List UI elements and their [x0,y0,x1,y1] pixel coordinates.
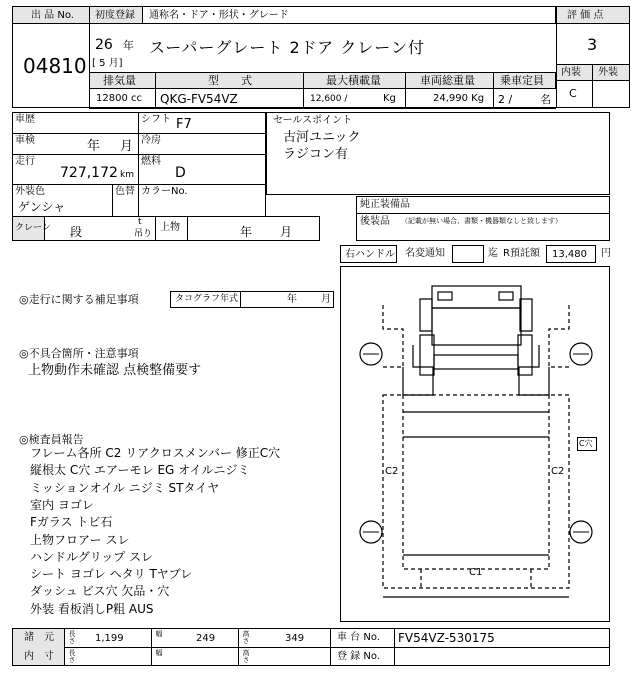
gross-value: 24,990 Kg [433,93,485,104]
exterior-grade-box [592,80,630,108]
name-change-label: 名変通知 [405,248,445,259]
inspection-month: 月 [120,139,134,154]
report-line: 外装 看板消しP粗 AUS [30,601,154,616]
upper-label: 上物 [160,222,180,233]
lot-number: 04810 [23,54,87,78]
ac-label: 冷房 [141,135,161,146]
report-line: ダッシュ ビス穴 欠品・穴 [30,584,170,599]
report-line: 上物フロアー スレ [30,532,130,547]
height-value: 349 [285,633,305,644]
history-label: 車歴 [15,114,35,125]
color-code-label: 色替 [115,186,135,197]
passenger-value: 2 / [498,93,513,106]
interior-grade-box [556,80,593,108]
damage-mark-left: C2 [385,466,399,477]
first-reg-month: [ 5 月] [92,58,123,69]
mileage-label: 走行 [15,156,35,167]
genuine-box [356,196,610,214]
crane-stage: 段 [70,225,83,239]
sales-point-line-2: ラジコン有 [283,147,349,162]
steering-box [340,245,397,263]
defect-line: 上物動作未確認 点検整備要す [28,363,202,378]
lot-label: 出 品 No. [31,10,74,21]
damage-mark-bottom: C1 [469,567,483,578]
mileage-value: 727,172 [60,165,118,181]
displacement-value: 12800 cc [96,93,142,104]
r-amount-box [546,245,596,263]
width-label: 幅 [155,630,163,637]
first-reg-label-box [89,6,143,24]
sales-point-label: セールスポイント [273,115,353,126]
report-line: シート ヨゴレ ヘタリ Tヤブレ [30,567,193,582]
vehicle-diagram [340,266,610,622]
score-value: 3 [587,35,598,54]
reg-label: 登 録 No. [337,651,380,662]
cab-roof-shape [432,286,521,308]
driving-label: ◎走行に関する補足事項 [19,293,139,306]
crane-label: クレーン [15,223,51,233]
mileage-unit: km [120,170,134,180]
sales-point-box [266,112,610,195]
fuel-label: 燃料 [141,156,161,167]
tacho-year: 年 [287,294,297,305]
report-line: 室内 ヨゴレ [30,497,94,512]
first-reg-label: 初度登録 [95,10,135,21]
tacho-label: タコグラフ年式 [175,294,239,304]
length-value: 1,199 [95,633,124,644]
aftermarket-note: （記載が無い場合、書類・機器類なしと致します） [401,217,562,225]
r-label: R預託額 [503,248,540,259]
defect-label: ◎不具合箇所・注意事項 [19,347,139,360]
inner-height-label: 高さ [242,649,250,663]
capacity-unit: Kg [383,93,396,104]
chassis-label: 車 台 No. [337,632,380,643]
interior-label: 内装 [561,67,581,78]
score-label: 評 価 点 [567,10,604,21]
model-code: QKG-FV54VZ [160,92,238,106]
report-line: フレーム各所 C2 リアクロスメンバー 修正C穴 [30,446,281,460]
tax-label: 迄 [488,248,498,259]
passenger-label: 乗車定員 [500,74,544,87]
name-label: 通称名・ドア・形状・グレード [149,10,289,21]
model-name: スーパーグレート 2ドア クレーン付 [149,38,425,57]
shift-label: シフト [141,114,171,125]
damage-mark-right: C2 [551,466,565,477]
steering-value: 右ハンドル [345,249,395,260]
genuine-label: 純正装備品 [360,199,410,210]
first-reg-year: 26 [95,37,113,53]
upper-year: 年 [240,225,253,239]
name-label-box [142,6,556,24]
capacity-label: 最大積載量 [326,74,381,87]
passenger-unit: 名 [540,93,551,106]
score-label-box [556,6,630,24]
inspection-year: 年 [87,139,101,154]
aftermarket-label: 後装品 [360,216,390,227]
r-amount: 13,480 [552,249,587,260]
report-line: ハンドルグリップ スレ [30,549,154,564]
exterior-label-box [592,64,630,81]
color-no-label: カラーNo. [141,186,188,197]
score-box [556,23,630,65]
report-line: ミッションオイル ニジミ STタイヤ [30,480,220,495]
capacity-value: 12,600 / [310,94,348,104]
shift-value: F7 [176,117,192,132]
inspector-label: ◎検査員報告 [19,433,84,446]
height-label: 高さ [242,630,250,644]
report-line: 縦根太 C穴 エアーモレ EG オイルニジミ [30,463,250,478]
chassis-value: FV54VZ-530175 [398,631,495,645]
exterior-label: 外装 [598,67,618,78]
name-change-box [452,245,484,263]
first-reg-year-unit: 年 [123,39,134,52]
tacho-box [170,291,334,308]
sales-point-line-1: 古河ユニック [283,130,361,145]
crane-tonnage-unit: 吊り [134,229,153,239]
aftermarket-box [356,213,610,241]
color-value: ゲンシャ [18,200,66,214]
damage-mark-side: C穴 [579,439,593,448]
damage-mark-side-box [577,437,597,451]
inner-width-label: 幅 [155,649,163,656]
upper-month: 月 [280,225,293,239]
lot-label-box [12,6,90,24]
report-line: Fガラス トビ石 [30,515,113,530]
r-unit: 円 [601,248,611,259]
fuel-value: D [175,165,186,181]
lot-number-box [12,23,90,108]
type-label: 型 式 [208,74,252,87]
gross-label: 車両総重量 [420,74,475,87]
interior-label-box [556,64,593,81]
tacho-month: 月 [321,294,331,305]
spec-label: 諸 元 [24,632,54,643]
length-label: 長さ [68,630,76,644]
inner-label: 内 寸 [24,651,54,662]
color-label: 外装色 [15,186,45,197]
inner-length-label: 長さ [68,649,76,663]
specs-label-row [89,72,556,89]
crane-tonnage-t: t [138,217,142,227]
displacement-label: 排気量 [103,74,136,87]
inspection-label: 車検 [15,135,35,146]
width-value: 249 [196,633,216,644]
interior-grade: C [569,87,577,100]
